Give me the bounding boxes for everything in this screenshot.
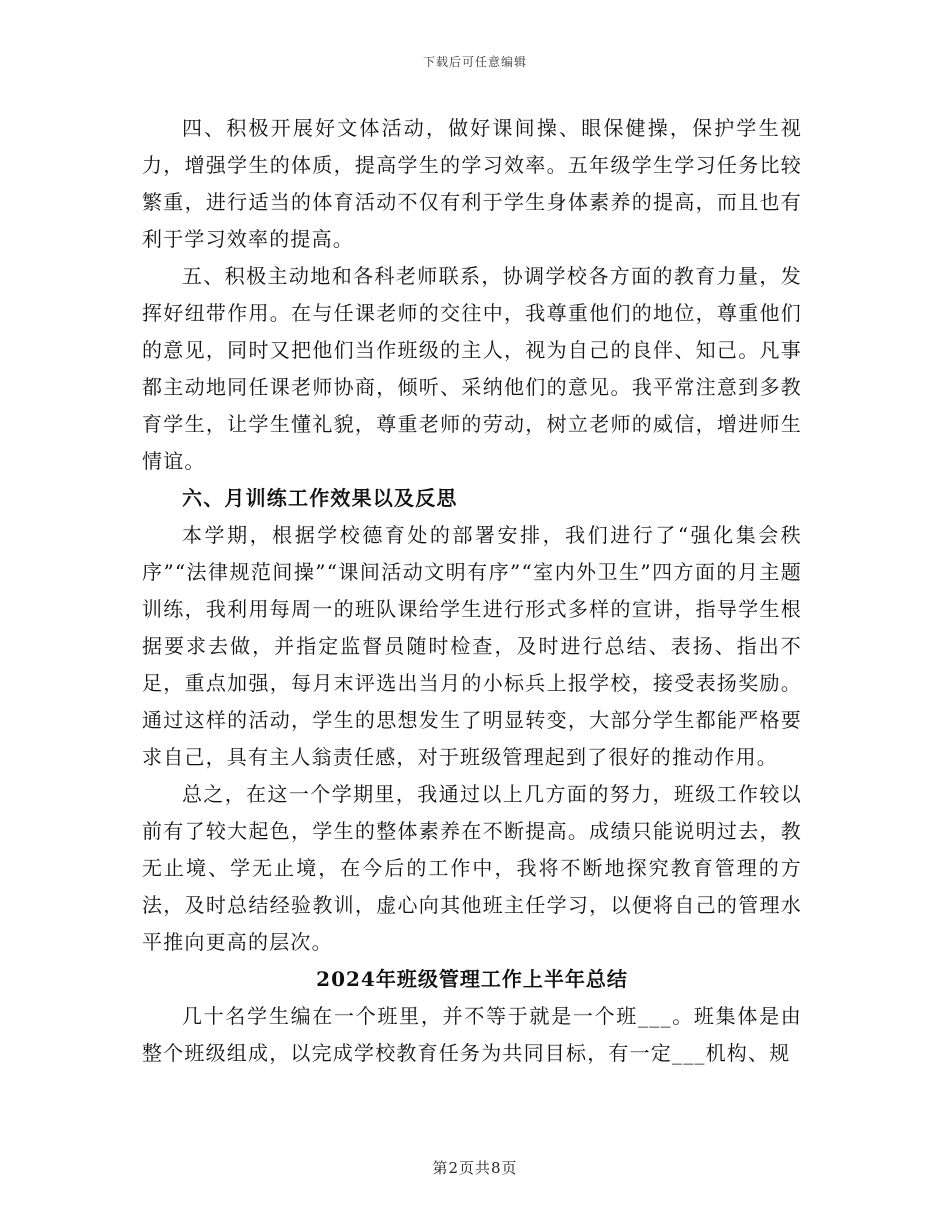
paragraph-conclusion: 总之，在这一个学期里，我通过以上几方面的努力，班级工作较以前有了较大起色，学生的整体素养在不断提高。成绩只能说明过去，教无止境、学无止境，在今后的工作中，我将不断地探究教育管理的方法，及时总结经验教训，虚心向其他班主任学习，以便将自己的管理水平推向更高的层次。 — [142, 782, 802, 954]
page-number: 第2页共8页 — [432, 1159, 518, 1177]
paragraph-section-4: 四、积极开展好文体活动，做好课间操、眼保健操，保护学生视力，增强学生的体质，提高学生的学习效率。五年级学生学习任务比较繁重，进行适当的体育活动不仅有利于学生身体素养的提高，而且也有利于学习效率的提高。 — [142, 116, 802, 251]
section-heading-6: 六、月训练工作效果以及反思 — [182, 486, 458, 510]
paragraph-intro: 几十名学生编在一个班里，并不等于就是一个班___。班集体是由整个班级组成，以完成学校教育任务为共同目标，有一定___机构、规 — [142, 1004, 802, 1065]
page-header-note: 下载后可任意编辑 — [422, 55, 527, 69]
paragraph-section-5: 五、积极主动地和各科老师联系，协调学校各方面的教育力量，发挥好纽带作用。在与任课老师的交往中，我尊重他们的地位，尊重他们的意见，同时又把他们当作班级的主人，视为自己的良伴、知己。凡事都主动地同任课老师协商，倾听、采纳他们的意见。我平常注意到多教育学生，让学生懂礼貌，尊重老师的劳动，树立老师的威信，增进师生情谊。 — [142, 264, 802, 473]
document-title: 2024年班级管理工作上半年总结 — [316, 967, 628, 991]
paragraph-section-6: 本学期，根据学校德育处的部署安排，我们进行了“强化集会秩序”“法律规范间操”“课间活动文明有序”“室内外卫生”四方面的月主题训练，我利用每周一的班队课给学生进行形式多样的宣讲，指导学生根据要求去做，并指定监督员随时检查，及时进行总结、表扬、指出不足，重点加强，每月末评选出当月的小标兵上报学校，接受表扬奖励。通过这样的活动，学生的思想发生了明显转变，大部分学生都能严格要求自己，具有主人翁责任感，对于班级管理起到了很好的推动作用。 — [142, 523, 802, 769]
document-body — [142, 110, 802, 1072]
